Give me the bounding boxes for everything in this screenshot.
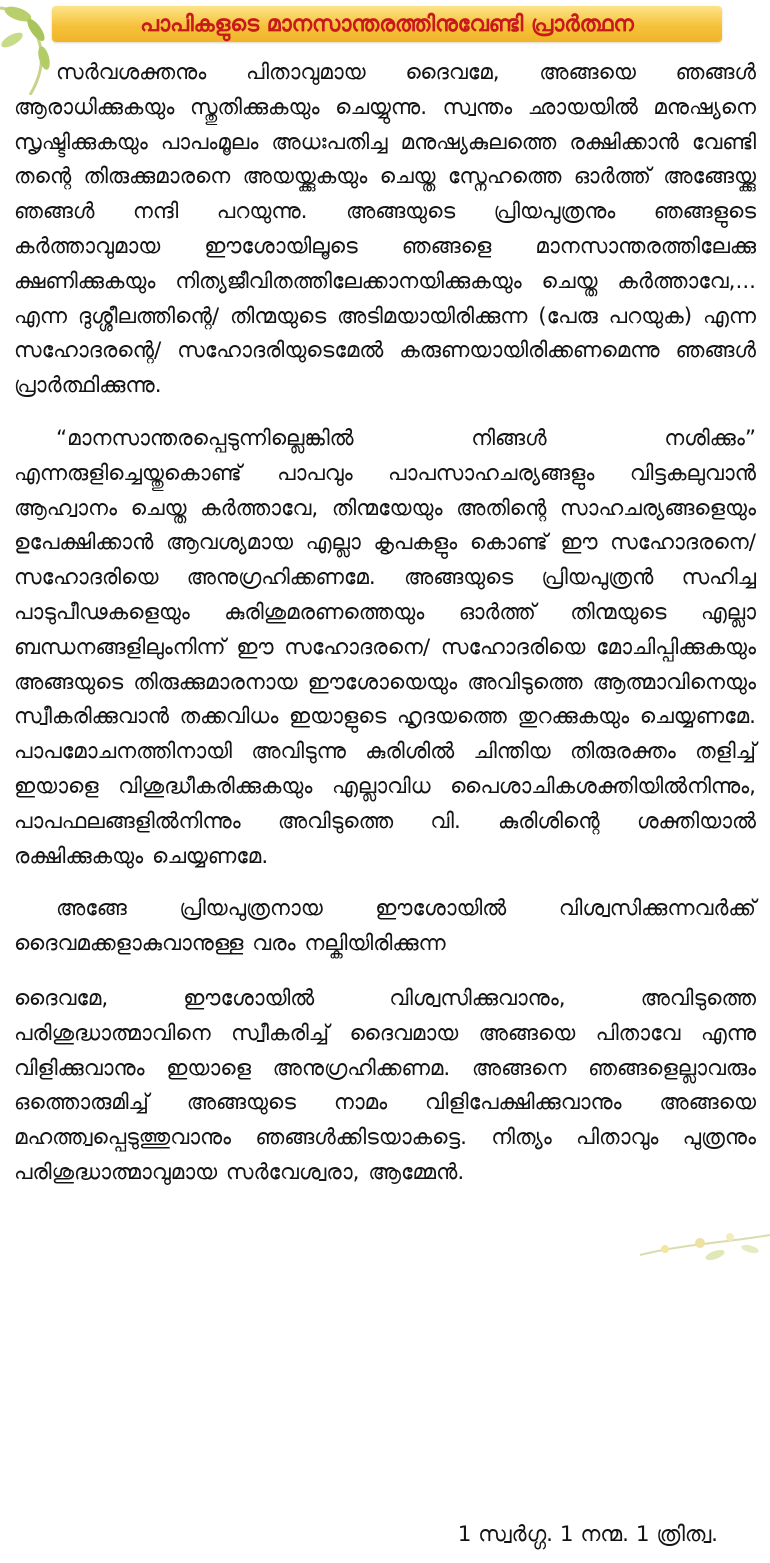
prayer-body — [14, 56, 756, 1191]
paragraph-3: അങ്ങേ പ്രിയപുത്രനായ ഈശോയിൽ വിശ്വസിക്കുന്നവർക്ക് ദൈവമക്കളാകുവാനുള്ള വരം നല്കിയിരിക്കുന്ന — [14, 896, 756, 957]
paragraph-1: സർവശക്തനും പിതാവുമായ ദൈവമേ, അങ്ങയെ ഞങ്ങൾ ആരാധിക്കുകയും സ്തുതിക്കുകയും ചെയ്യുന്നു. സ്വന്തം ഛായയിൽ മനുഷ്യനെ സൃഷ്ടിക്കുകയും പാപംമൂലം അധഃപതിച്ച മനുഷ്യകുലത്തെ രക്ഷിക്കാൻ വേണ്ടി തന്റെ തിരുക്കുമാരനെ അയയ്ക്കുകയും ചെയ്ത സ്നേഹത്തെ ഓർത്ത് അങ്ങേയ്ക്കു ഞങ്ങൾ നന്ദി പറയുന്നു. അങ്ങയുടെ പ്രിയപുത്രനും ഞങ്ങളുടെ കർത്താവുമായ ഈശോയിലൂടെ ഞങ്ങളെ മാനസാന്തരത്തിലേക്കു ക്ഷണിക്കുകയും നിത്യജീവിതത്തിലേക്കാനയിക്കുകയും ചെയ്ത കർത്താവേ,... എന്ന ദുശ്ശീലത്തിന്റെ/ തിന്മയുടെ അടിമയായിരിക്കുന്ന (പേരു പറയുക) എന്ന സഹോദരന്റെ/ സഹോദരിയുടെമേൽ കരുണയായിരിക്കണമെന്നു ഞങ്ങൾ പ്രാർത്ഥിക്കുന്നു. — [14, 60, 756, 399]
title-banner — [52, 6, 722, 42]
paragraph-2: “മാനസാന്തരപ്പെടുന്നില്ലെങ്കിൽ നിങ്ങൾ നശിക്കും” എന്നരുളിച്ചെയ്തുകൊണ്ട് പാപവും പാപസാഹചര്യങ്ങളും വിട്ടകലുവാൻ ആഹ്വാനം ചെയ്ത കർത്താവേ, തിന്മയേയും അതിന്റെ സാഹചര്യങ്ങളെയും ഉപേക്ഷിക്കാൻ ആവശ്യമായ എല്ലാ കൃപകളും കൊണ്ട് ഈ സഹോദരനെ/ സഹോദരിയെ അനുഗ്രഹിക്കണമേ. അങ്ങയുടെ പ്രിയപുത്രൻ സഹിച്ച പാടുപീഢകളെയും കുരിശുമരണത്തെയും ഓർത്ത് തിന്മയുടെ എല്ലാ ബന്ധനങ്ങളിലുംനിന്ന് ഈ സഹോദരനെ/ സഹോദരിയെ മോചിപ്പിക്കുകയും അങ്ങയുടെ തിരുക്കുമാരനായ ഈശോയെയും അവിടുത്തെ ആത്മാവിനെയും സ്വീകരിക്കുവാൻ തക്കവിധം ഇയാളുടെ ഹൃദയത്തെ തുറക്കുകയും ചെയ്യണമേ. പാപമോചനത്തിനായി അവിടുന്നു കുരിശിൽ ചിന്തിയ തിരുരക്തം തളിച്ച് ഇയാളെ വിശുദ്ധീകരിക്കുകയും എല്ലാവിധ പൈശാചികശക്തിയിൽനിന്നും, പാപഫലങ്ങളിൽനിന്നും അവിടുത്തെ വി. കുരിശിന്റെ ശക്തിയാൽ രക്ഷിക്കുകയും ചെയ്യണമേ. — [14, 425, 756, 869]
paragraph-4: ദൈവമേ, ഈശോയിൽ വിശ്വസിക്കുവാനും, അവിടുത്തെ പരിശുദ്ധാത്മാവിനെ സ്വീകരിച്ച് ദൈവമായ അങ്ങയെ പിതാവേ എന്നു വിളിക്കുവാനും ഇയാളെ അനുഗ്രഹിക്കണമ. അങ്ങനെ ഞങ്ങളെല്ലാവരും ഒത്തൊരുമിച്ച് അങ്ങയുടെ നാമം വിളിപേക്ഷിക്കുവാനും അങ്ങയെ മഹത്ത്വപ്പെടുത്തുവാനും ഞങ്ങൾക്കിടയാകട്ടെ. നിത്യം പിതാവും പുത്രനും പരിശുദ്ധാത്മാവുമായ സർവേശ്വരാ, ആമ്മേൻ. — [14, 985, 756, 1185]
page-title: പാപികളുടെ മാനസാന്തരത്തിനുവേണ്ടി പ്രാർത്ഥന — [140, 11, 634, 37]
flower-decoration-icon — [620, 1215, 770, 1275]
prayer-count-footer: 1 സ്വർഗ്ഗ. 1 നന്മ. 1 ത്രിത്വ. — [457, 1522, 718, 1547]
